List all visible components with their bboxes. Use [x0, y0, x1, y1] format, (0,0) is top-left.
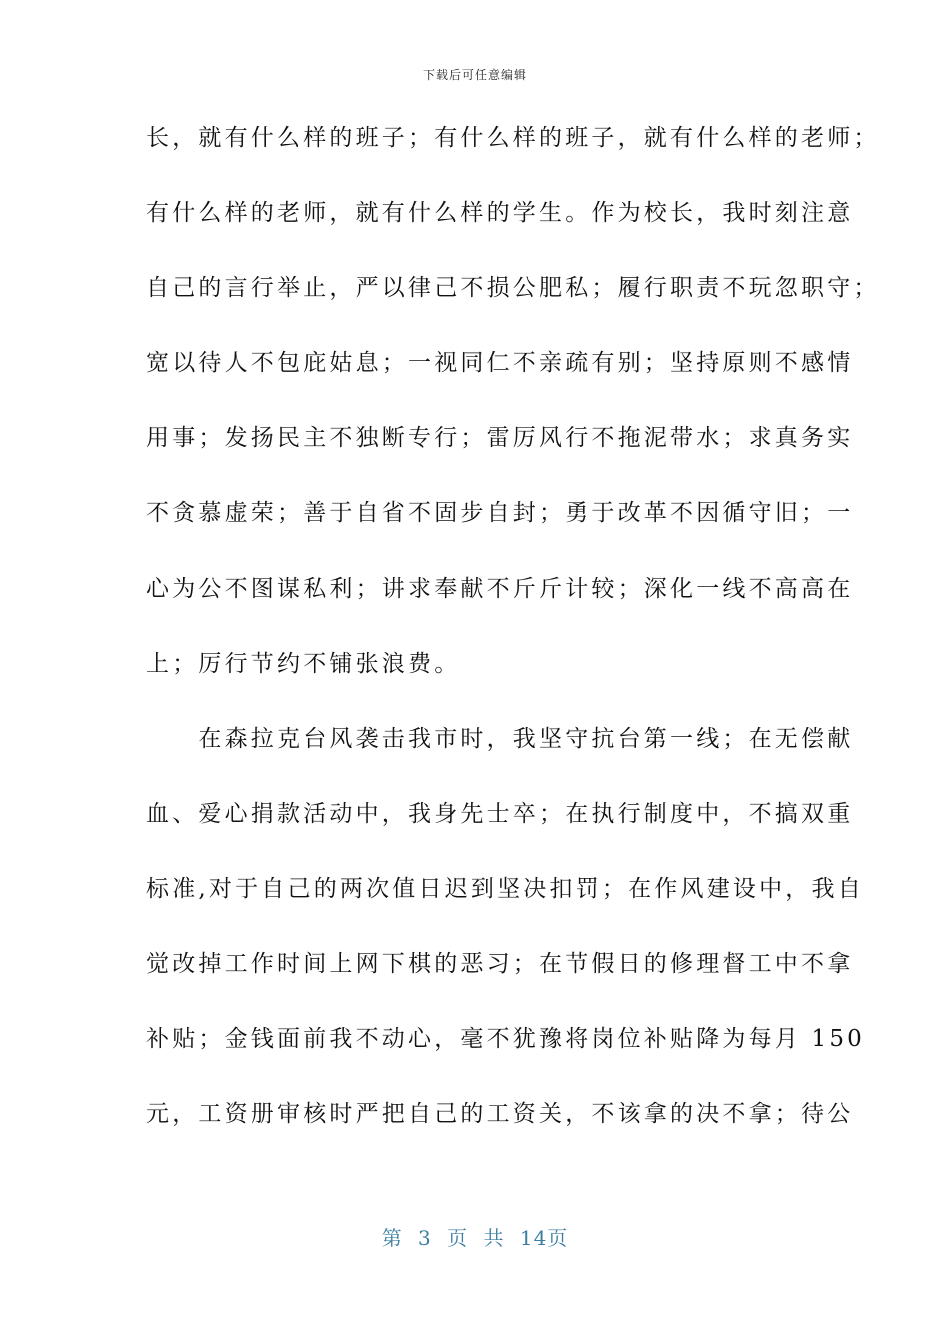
- text-line: 元，工资册审核时严把自己的工资关，不该拿的决不拿；待公: [146, 1101, 854, 1128]
- text-line: 血、爱心捐款活动中，我身先士卒；在执行制度中，不搞双重: [146, 800, 854, 827]
- text-line: 在森拉克台风袭击我市时，我坚守抗台第一线；在无偿献: [146, 725, 854, 752]
- page-number-footer: 第 3 页 共 14页: [381, 1226, 569, 1250]
- text-line: 自己的言行举止，严以律己不损公肥私；履行职责不玩忽职守；: [146, 275, 880, 302]
- text-line: 补贴；金钱面前我不动心，毫不犹豫将岗位补贴降为每月 150: [146, 1026, 866, 1053]
- text-line: 心为公不图谋私利；讲求奉献不斤斤计较；深化一线不高高在: [146, 575, 854, 602]
- text-line: 上；厉行节约不铺张浪费。: [146, 650, 461, 677]
- text-line: 不贪慕虚荣；善于自省不固步自封；勇于改革不因循守旧；一: [146, 500, 854, 527]
- document-body: [146, 118, 880, 1169]
- text-line: 有什么样的老师，就有什么样的学生。作为校长，我时刻注意: [146, 200, 854, 227]
- text-line: 用事；发扬民主不独断专行；雷厉风行不拖泥带水；求真务实: [146, 425, 854, 452]
- text-line: 觉改掉工作时间上网下棋的恶习；在节假日的修理督工中不拿: [146, 951, 854, 978]
- text-line: 长，就有什么样的班子；有什么样的班子，就有什么样的老师；: [146, 125, 880, 151]
- text-line: 宽以待人不包庇姑息；一视同仁不亲疏有别；坚持原则不感情: [146, 350, 854, 377]
- page-header: 下载后可任意编辑: [422, 68, 527, 82]
- text-line: 标准,对于自己的两次值日迟到坚决扣罚；在作风建设中，我自: [146, 875, 864, 902]
